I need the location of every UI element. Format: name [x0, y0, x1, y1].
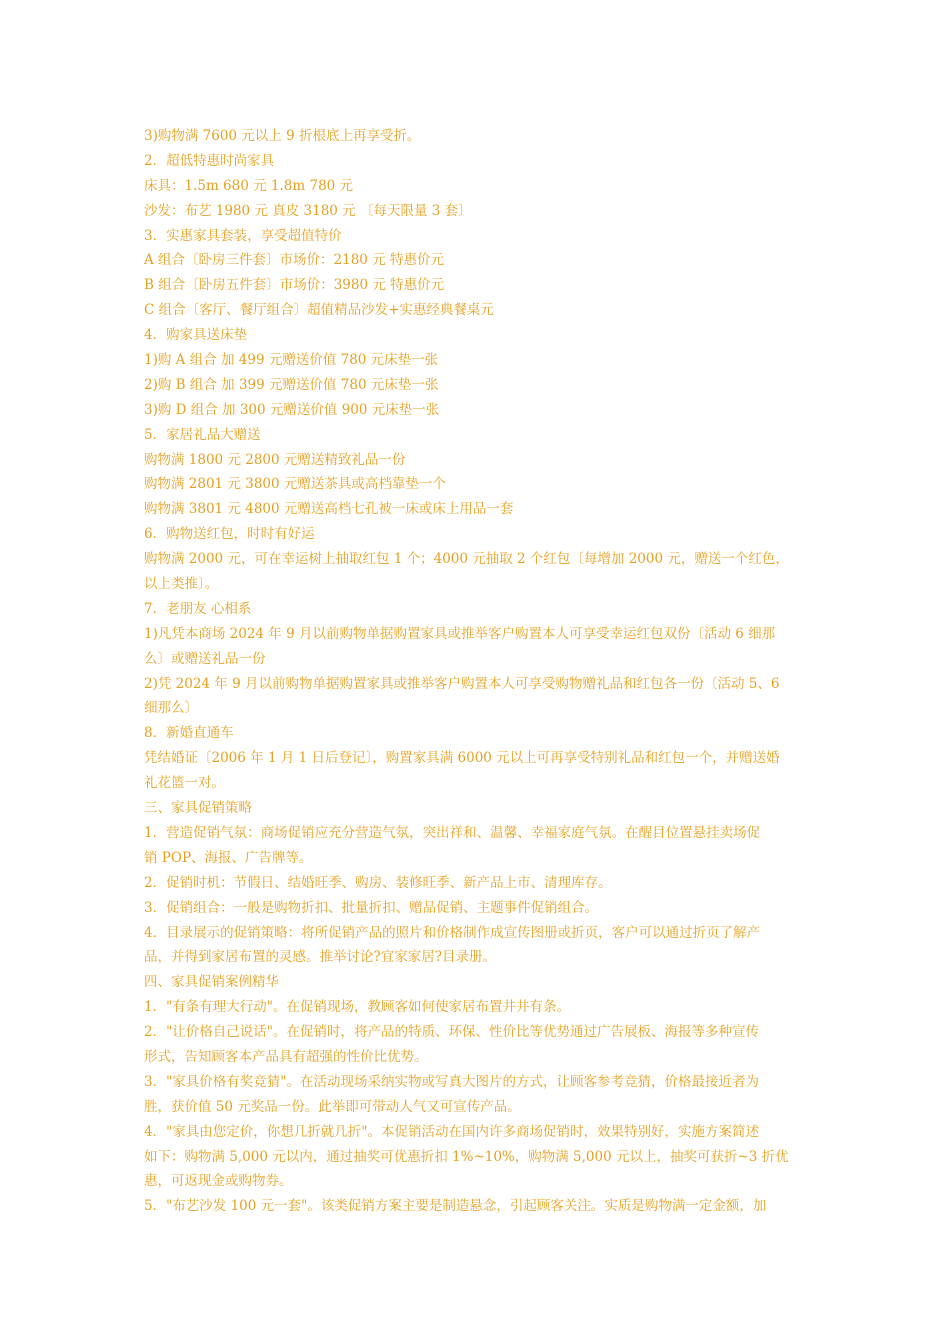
text-line: 沙发：布艺 1980 元 真皮 3180 元 〔每天限量 3 套〕 — [144, 202, 472, 219]
text-line: 2)购 B 组合 加 399 元赠送价值 780 元床垫一张 — [144, 376, 439, 393]
section-heading: 2．超低特惠时尚家具 — [144, 152, 275, 169]
text-line: 购物满 2801 元 3800 元赠送茶具或高档靠垫一个 — [144, 476, 446, 493]
text-line: 细那么〕 — [144, 700, 198, 717]
text-line: 1)凡凭本商场 2024 年 9 月以前购物单据购置家具或推举客户购置本人可享受幸运红包双份〔活动 6 细那 — [144, 625, 776, 642]
text-line: 2．"让价格自己说话"。在促销时，将产品的特质、环保、性价比等优势通过广告展板、海报等多种宣传 — [144, 1024, 760, 1041]
text-line: 购物满 3801 元 4800 元赠送高档七孔被一床或床上用品一套 — [144, 501, 514, 518]
text-line: 3)购 D 组合 加 300 元赠送价值 900 元床垫一张 — [144, 401, 440, 418]
text-line: 胜，获价值 50 元奖品一份。此举即可带动人气又可宣传产品。 — [144, 1098, 521, 1115]
section-heading: 3．实惠家具套装，享受超值特价 — [144, 227, 342, 244]
chapter-heading: 四、家具促销案例精华 — [144, 974, 279, 991]
text-line: 1．营造促销气氛：商场促销应充分营造气氛，突出祥和、温馨、幸福家庭气氛。在醒目位置悬挂卖场促 — [144, 824, 761, 841]
text-line: 销 POP、海报、广告牌等。 — [144, 849, 313, 866]
text-line: 2)凭 2024 年 9 月以前购物单据购置家具或推举客户购置本人可享受购物赠礼品和红包各一份〔活动 5、6 — [144, 675, 780, 692]
text-line: 品，并得到家居布置的灵感。推举讨论?宜家家居?目录册。 — [144, 949, 496, 966]
section-heading: 6．购物送红包，时时有好运 — [144, 526, 315, 543]
text-line: 5．"布艺沙发 100 元一套"。该类促销方案主要是制造悬念，引起顾客关注。实质是购物满一定金额，加 — [144, 1198, 767, 1215]
text-line: 2．促销时机：节假日、结婚旺季、购房、装修旺季、新产品上市、清理库存。 — [144, 874, 612, 891]
text-line: 4．目录展示的促销策略：将所促销产品的照片和价格制作成宣传图册或折页，客户可以通过折页了解产 — [144, 924, 761, 941]
text-line: 购物满 1800 元 2800 元赠送精致礼品一份 — [144, 451, 406, 468]
text-line: 形式，告知顾客本产品具有超强的性价比优势。 — [144, 1048, 428, 1065]
text-line: 购物满 2000 元，可在幸运树上抽取红包 1 个；4000 元抽取 2 个红包〔每增加 2000 元，赠送一个红色， — [144, 551, 789, 568]
section-heading: 7．老朋友 心相系 — [144, 600, 252, 617]
text-line: 么〕或赠送礼品一份 — [144, 650, 266, 667]
text-line: B 组合〔卧房五件套〕市场价：3980 元 特惠价元 — [144, 277, 445, 294]
text-line: 1．"有条有理大行动"。在促销现场，教顾客如何使家居布置井井有条。 — [144, 999, 571, 1016]
text-line: C 组合〔客厅、餐厅组合〕超值精品沙发+实惠经典餐桌元 — [144, 302, 494, 319]
text-line: 1)购 A 组合 加 499 元赠送价值 780 元床垫一张 — [144, 352, 439, 369]
text-line: 3．"家具价格有奖竞猜"。在活动现场采纳实物或写真大图片的方式，让顾客参考竞猜，价格最接近者为 — [144, 1073, 760, 1090]
section-heading: 8．新婚直通车 — [144, 725, 234, 742]
chapter-heading: 三、家具促销策略 — [144, 800, 252, 817]
text-line: 3．促销组合：一般是购物折扣、批量折扣、赠品促销、主题事件促销组合。 — [144, 899, 599, 916]
section-heading: 5．家居礼品大赠送 — [144, 426, 261, 443]
text-line: 凭结婚证〔2006 年 1 月 1 日后登记〕，购置家具满 6000 元以上可再享受特别礼品和红包一个，并赠送婚 — [144, 750, 780, 767]
text-line: 3)购物满 7600 元以上 9 折根底上再享受折。 — [144, 128, 421, 144]
text-line: 惠，可返现金或购物券。 — [144, 1173, 293, 1190]
section-heading: 4．购家具送床垫 — [144, 327, 248, 344]
text-line: 以上类推〕。 — [144, 576, 219, 593]
text-line: 床具：1.5m 680 元 1.8m 780 元 — [144, 177, 354, 194]
text-line: 礼花篮一对。 — [144, 775, 225, 792]
text-line: 如下：购物满 5,000 元以内，通过抽奖可优惠折扣 1%~10%，购物满 5,000 元以上，抽奖可获折~3 折优 — [144, 1148, 789, 1165]
document-page — [144, 124, 808, 1219]
text-line: A 组合〔卧房三件套〕市场价：2180 元 特惠价元 — [144, 252, 444, 269]
text-line: 4．"家具由您定价，你想几折就几折"。本促销活动在国内许多商场促销时，效果特别好，实施方案简述 — [144, 1123, 760, 1140]
